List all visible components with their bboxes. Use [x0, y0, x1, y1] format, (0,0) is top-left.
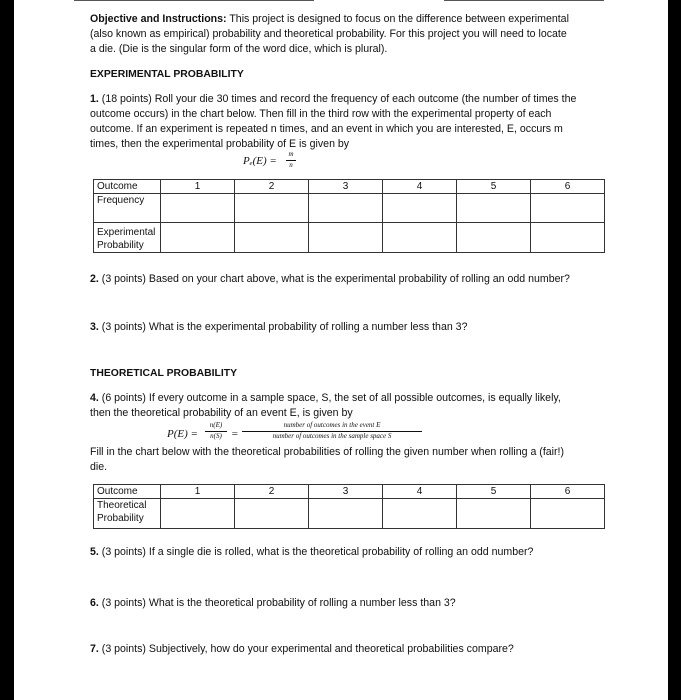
theoretical-heading: THEORETICAL PROBABILITY — [90, 368, 238, 379]
exp-outcome-6: 6 — [531, 180, 605, 194]
theo-formula-num-2: number of outcomes in the event E — [283, 421, 381, 429]
q2-number: 2. — [90, 273, 99, 285]
theo-outcome-5: 5 — [457, 485, 531, 499]
theo-formula-eq: = — [231, 428, 239, 440]
q3-text: (3 points) What is the experimental probability of rolling a number less than 3? — [98, 321, 468, 333]
exp-outcome-3: 3 — [309, 180, 383, 194]
objective-line-1 — [90, 12, 569, 27]
theo-probability-cell-2[interactable] — [235, 499, 309, 529]
top-rule-right — [444, 0, 604, 1]
theo-outcome-3: 3 — [309, 485, 383, 499]
exp-probability-cell-3[interactable] — [309, 223, 383, 253]
frequency-cell-1[interactable] — [161, 194, 235, 223]
q1-line-2: outcome occurs) in the chart below. Then fill in the third row with the experimental property of each — [90, 108, 552, 120]
q1-line-3: outcome. If an experiment is repeated n times, and an event in which you are interested, E, occurs m — [90, 123, 563, 135]
q6-text: (3 points) What is the theoretical probability of rolling a number less than 3? — [98, 597, 456, 609]
exp-probability-cell-1[interactable] — [161, 223, 235, 253]
worksheet-page — [14, 0, 668, 700]
exp-probability-cell-5[interactable] — [457, 223, 531, 253]
q5-text: (3 points) If a single die is rolled, what is the theoretical probability of rolling an odd number? — [98, 546, 534, 558]
objective-label: Objective and Instructions: — [90, 13, 227, 25]
theo-probability-cell-3[interactable] — [309, 499, 383, 529]
frequency-cell-5[interactable] — [457, 194, 531, 223]
exp-frequency-row — [94, 194, 605, 223]
q6-number: 6. — [90, 597, 99, 609]
theo-outcome-1: 1 — [161, 485, 235, 499]
theo-outcome-label: Outcome — [94, 485, 161, 499]
q2-text: (3 points) Based on your chart above, what is the experimental probability of rolling an odd number? — [98, 273, 570, 285]
experimental-heading: EXPERIMENTAL PROBABILITY — [90, 69, 244, 80]
q6 — [90, 596, 456, 611]
q1-line-1 — [90, 92, 576, 107]
q1-text-1: (18 points) Roll your die 30 times and record the frequency of each outcome (the number of times the — [98, 93, 577, 105]
theo-outcome-4: 4 — [383, 485, 457, 499]
q2 — [90, 272, 570, 287]
q1-number: 1. — [90, 93, 99, 105]
exp-probability-row — [94, 223, 605, 253]
theo-outcome-2: 2 — [235, 485, 309, 499]
theo-formula-lhs: P(E) = — [167, 428, 198, 440]
objective-text-1: This project is designed to focus on the difference between experimental — [226, 13, 569, 25]
theo-probability-cell-4[interactable] — [383, 499, 457, 529]
exp-probability-label — [94, 223, 161, 253]
exp-probability-cell-6[interactable] — [531, 223, 605, 253]
exp-probability-cell-4[interactable] — [383, 223, 457, 253]
q7-text: (3 points) Subjectively, how do your experimental and theoretical probabilities compare? — [98, 643, 514, 655]
q4-fill-line-1: Fill in the chart below with the theoretical probabilities of rolling the given number when rolling a (fair!) — [90, 446, 565, 458]
theo-probability-cell-1[interactable] — [161, 499, 235, 529]
exp-outcome-row — [94, 180, 605, 194]
theo-formula-num-1: n(E) — [209, 421, 223, 429]
exp-probability-label-1: Experimental — [97, 227, 156, 238]
exp-probability-label-2: Probability — [97, 240, 144, 251]
exp-formula-numerator: m — [288, 150, 294, 158]
q3 — [90, 320, 467, 335]
theo-formula-den-2: number of outcomes in the sample space S — [272, 432, 392, 440]
exp-outcome-5: 5 — [457, 180, 531, 194]
theo-probability-cell-6[interactable] — [531, 499, 605, 529]
frequency-cell-4[interactable] — [383, 194, 457, 223]
exp-outcome-1: 1 — [161, 180, 235, 194]
frequency-cell-2[interactable] — [235, 194, 309, 223]
frequency-cell-6[interactable] — [531, 194, 605, 223]
q4-number: 4. — [90, 392, 99, 404]
theo-probability-label-1: Theoretical — [97, 500, 147, 511]
exp-probability-cell-2[interactable] — [235, 223, 309, 253]
q7 — [90, 642, 514, 657]
q5-number: 5. — [90, 546, 99, 558]
exp-outcome-2: 2 — [235, 180, 309, 194]
exp-formula-denominator: n — [289, 161, 293, 169]
theo-probability-label — [94, 499, 161, 529]
theoretical-table — [93, 484, 605, 529]
q4-fill-line-2: die. — [90, 461, 108, 473]
q4-line-2: then the theoretical probability of an event E, is given by — [90, 407, 353, 419]
experimental-table — [93, 179, 605, 253]
exp-outcome-4: 4 — [383, 180, 457, 194]
theo-probability-cell-5[interactable] — [457, 499, 531, 529]
q5 — [90, 545, 533, 560]
q7-number: 7. — [90, 643, 99, 655]
q3-number: 3. — [90, 321, 99, 333]
theo-probability-label-2: Probability — [97, 513, 144, 524]
q4-text-1: (6 points) If every outcome in a sample space, S, the set of all possible outcomes, is equally likely, — [98, 392, 561, 404]
theo-outcome-6: 6 — [531, 485, 605, 499]
theo-outcome-row — [94, 485, 605, 499]
q1-line-4: times, then the experimental probability of E is given by — [90, 138, 350, 150]
exp-formula-lhs: Pₑ(E) = — [243, 155, 277, 167]
exp-frequency-label: Frequency — [94, 194, 161, 223]
objective-line-2: (also known as empirical) probability and theoretical probability. For this project you will need to locate — [90, 28, 567, 40]
objective-line-3: a die. (Die is the singular form of the word dice, which is plural). — [90, 43, 388, 55]
theo-probability-row — [94, 499, 605, 529]
exp-outcome-label: Outcome — [94, 180, 161, 194]
frequency-cell-3[interactable] — [309, 194, 383, 223]
theo-formula-den-1: n(S) — [210, 432, 222, 440]
top-rule-left — [74, 0, 314, 1]
q4-line-1 — [90, 391, 561, 406]
